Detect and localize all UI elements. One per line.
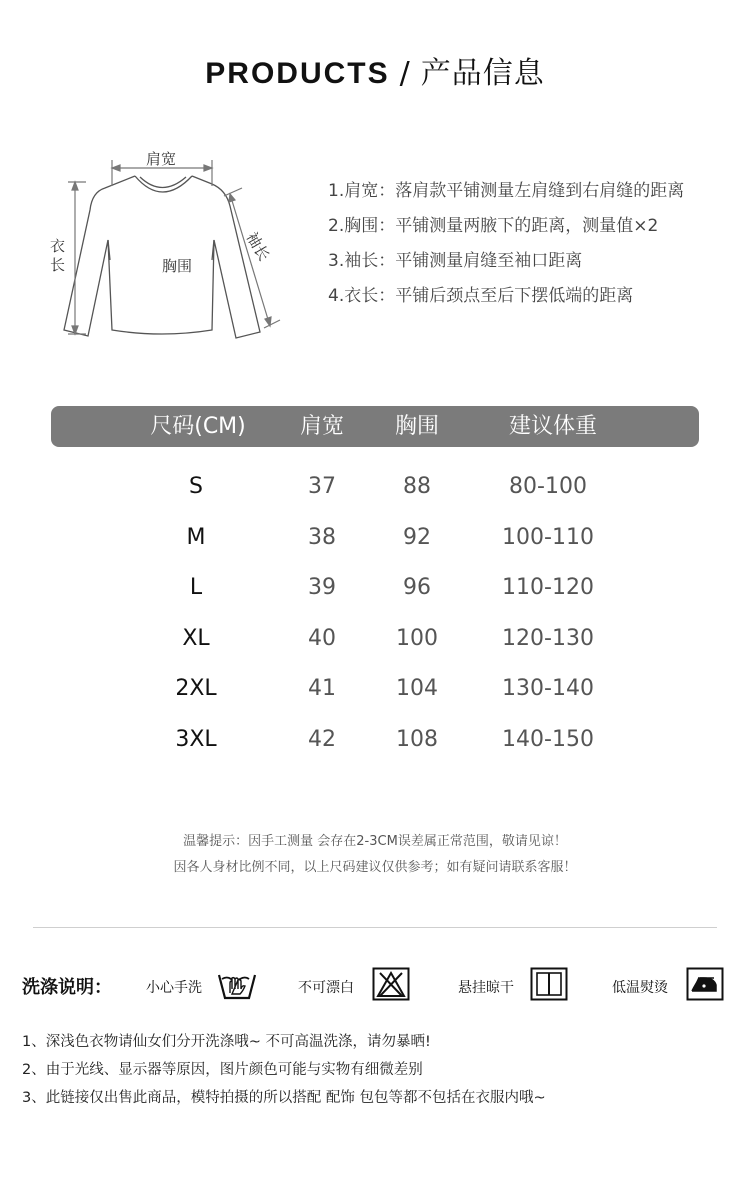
cell-chest: 108 (396, 726, 438, 752)
table-row (0, 664, 750, 715)
measurement-item: 3.袖长：平铺测量肩缝至袖口距离 (328, 251, 583, 271)
shoulder-label: 肩宽 (146, 150, 177, 168)
washing-instructions (0, 965, 750, 1005)
footer-note: 2、由于光线、显示器等原因，图片颜色可能与实物有细微差别 (22, 1062, 423, 1078)
tip-line: 因各人身材比例不同，以上尺码建议仅供参考；如有疑问请联系客服！ (173, 860, 577, 875)
footer-note: 3、此链接仅出售此商品，模特拍摄的所以搭配 配饰 包包等都不包括在衣服内哦~ (22, 1090, 546, 1106)
page-title (0, 48, 750, 92)
tshirt-outline-icon (40, 140, 300, 350)
cell-size: M (186, 524, 206, 550)
wash-label: 小心手洗 (146, 980, 202, 996)
cell-weight: 80-100 (509, 474, 587, 499)
wash-label: 低温熨烫 (612, 980, 668, 996)
garment-measurement-diagram (40, 140, 300, 350)
cell-weight: 130-140 (502, 676, 594, 701)
cell-chest: 104 (396, 676, 438, 701)
measurement-instructions (328, 178, 738, 318)
cell-weight: 140-150 (502, 726, 594, 752)
wash-label: 悬挂晾干 (458, 980, 514, 996)
cell-size: 2XL (175, 676, 217, 701)
wash-label: 不可漂白 (298, 980, 354, 996)
table-row (0, 614, 750, 665)
table-row (0, 563, 750, 614)
cell-weight: 120-130 (502, 625, 594, 651)
measurement-item: 4.衣长：平铺后颈点至后下摆低端的距离 (328, 286, 634, 306)
cell-weight: 110-120 (502, 575, 594, 600)
cell-chest: 96 (403, 575, 431, 600)
measurement-item: 1.肩宽：落肩款平铺测量左肩缝到右肩缝的距离 (328, 181, 685, 201)
col-size: 尺码(CM) (150, 414, 246, 439)
tip-line: 温馨提示：因手工测量 会存在2-3CM误差属正常范围，敬请见谅！ (183, 834, 567, 849)
line-dry-icon (530, 967, 568, 1005)
cell-shoulder: 38 (308, 524, 336, 550)
cell-size: L (189, 575, 203, 600)
cell-shoulder: 40 (308, 625, 336, 651)
cell-size: S (189, 474, 203, 499)
sleeve-label: 袖长 (242, 229, 274, 264)
length-label-1: 衣 (50, 237, 66, 255)
hand-wash-icon (216, 967, 258, 1005)
divider (33, 927, 717, 928)
cell-shoulder: 41 (308, 676, 336, 701)
size-table-header (51, 406, 699, 447)
col-weight: 建议体重 (508, 414, 598, 439)
cell-shoulder: 39 (308, 575, 336, 600)
low-iron-icon (686, 967, 724, 1005)
table-row (0, 715, 750, 766)
no-bleach-icon (372, 967, 410, 1005)
title-separator: / (399, 56, 411, 91)
washing-heading: 洗涤说明： (22, 977, 112, 998)
cell-shoulder: 42 (308, 726, 336, 752)
measurement-item: 2.胸围：平铺测量两腋下的距离，测量值×2 (328, 216, 659, 236)
cell-size: 3XL (175, 726, 217, 752)
size-table (0, 462, 750, 765)
col-shoulder: 肩宽 (299, 414, 345, 439)
footer-note: 1、深浅色衣物请仙女们分开洗涤哦~ 不可高温洗涤，请勿暴晒! (22, 1034, 431, 1050)
title-zh: 产品信息 (420, 56, 545, 91)
cell-chest: 88 (403, 474, 431, 499)
cell-chest: 92 (403, 524, 431, 550)
chest-label: 胸围 (162, 257, 193, 275)
footer-notes (22, 1031, 546, 1115)
cell-shoulder: 37 (308, 474, 336, 499)
cell-chest: 100 (396, 625, 438, 651)
table-row (0, 462, 750, 513)
title-en: PRODUCTS (205, 57, 390, 90)
cell-weight: 100-110 (502, 524, 594, 550)
cell-size: XL (182, 625, 210, 651)
length-label-2: 长 (50, 256, 66, 274)
table-row (0, 513, 750, 564)
col-chest: 胸围 (394, 414, 440, 439)
